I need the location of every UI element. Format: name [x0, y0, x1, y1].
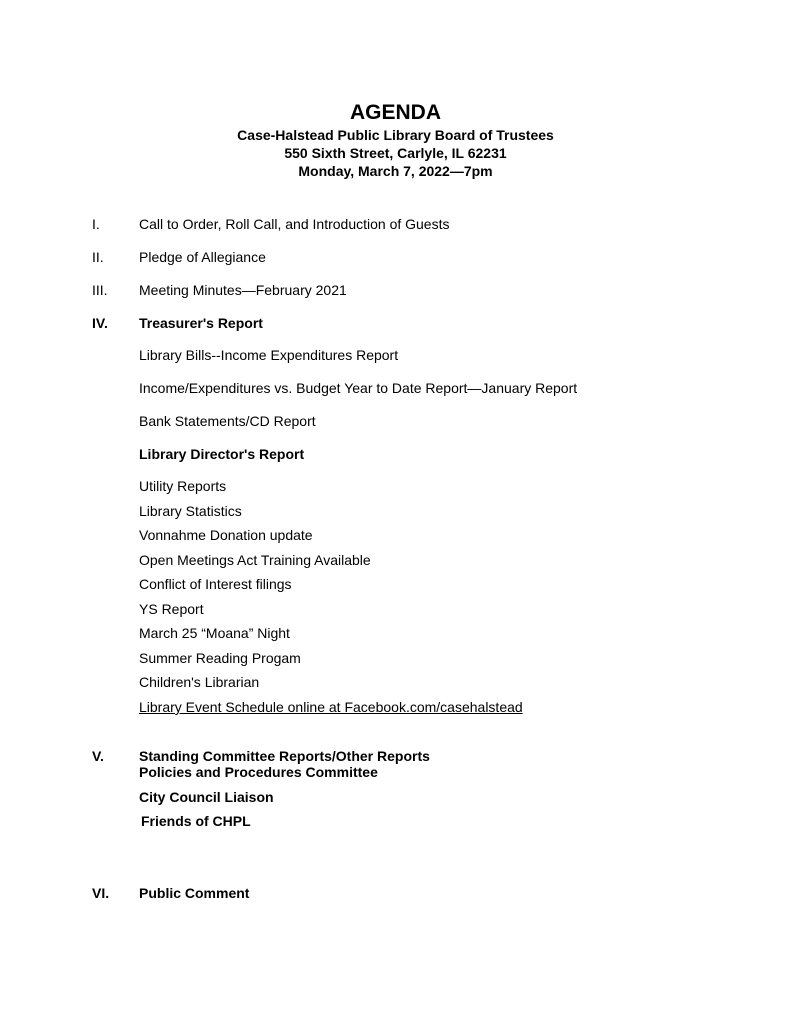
item-number: III.: [92, 282, 108, 298]
page-title: AGENDA: [349, 101, 441, 124]
event-schedule-link[interactable]: Library Event Schedule online at Facebook.com/casehalstead: [139, 699, 523, 715]
director-item: Summer Reading Progam: [139, 650, 301, 666]
director-item: Open Meetings Act Training Available: [139, 552, 371, 568]
item-number: I.: [92, 216, 100, 232]
sub-item: Income/Expenditures vs. Budget Year to Date Report—January Report: [139, 380, 578, 396]
director-item: Vonnahme Donation update: [139, 527, 313, 543]
item-number: IV.: [92, 315, 108, 331]
organization-name: Case-Halstead Public Library Board of Trustees: [237, 127, 554, 143]
standing-committee-heading: Standing Committee Reports/Other Reports: [139, 748, 430, 764]
sub-item: Bank Statements/CD Report: [139, 413, 316, 429]
director-item: Conflict of Interest filings: [139, 576, 292, 592]
director-item: YS Report: [139, 601, 204, 617]
item-number: VI.: [92, 885, 110, 901]
agenda-item: Pledge of Allegiance: [139, 249, 266, 265]
director-item: March 25 “Moana” Night: [139, 625, 290, 641]
director-item: Utility Reports: [139, 478, 227, 494]
director-item: Children's Librarian: [139, 674, 260, 690]
treasurer-report-heading: Treasurer's Report: [139, 315, 263, 331]
committee-item: Policies and Procedures Committee: [139, 764, 378, 780]
director-item: Library Statistics: [139, 503, 242, 519]
public-comment-heading: Public Comment: [139, 885, 250, 901]
director-report-heading: Library Director's Report: [139, 446, 305, 462]
committee-item: City Council Liaison: [139, 789, 274, 805]
sub-item: Library Bills--Income Expenditures Report: [139, 347, 399, 363]
agenda-item: Meeting Minutes—February 2021: [139, 282, 347, 298]
item-number: V.: [92, 748, 104, 764]
item-number: II.: [92, 249, 104, 265]
agenda-item: Call to Order, Roll Call, and Introduction of Guests: [139, 216, 450, 232]
meeting-date: Monday, March 7, 2022—7pm: [298, 163, 493, 179]
address: 550 Sixth Street, Carlyle, IL 62231: [284, 145, 507, 161]
committee-item: Friends of CHPL: [141, 813, 251, 829]
